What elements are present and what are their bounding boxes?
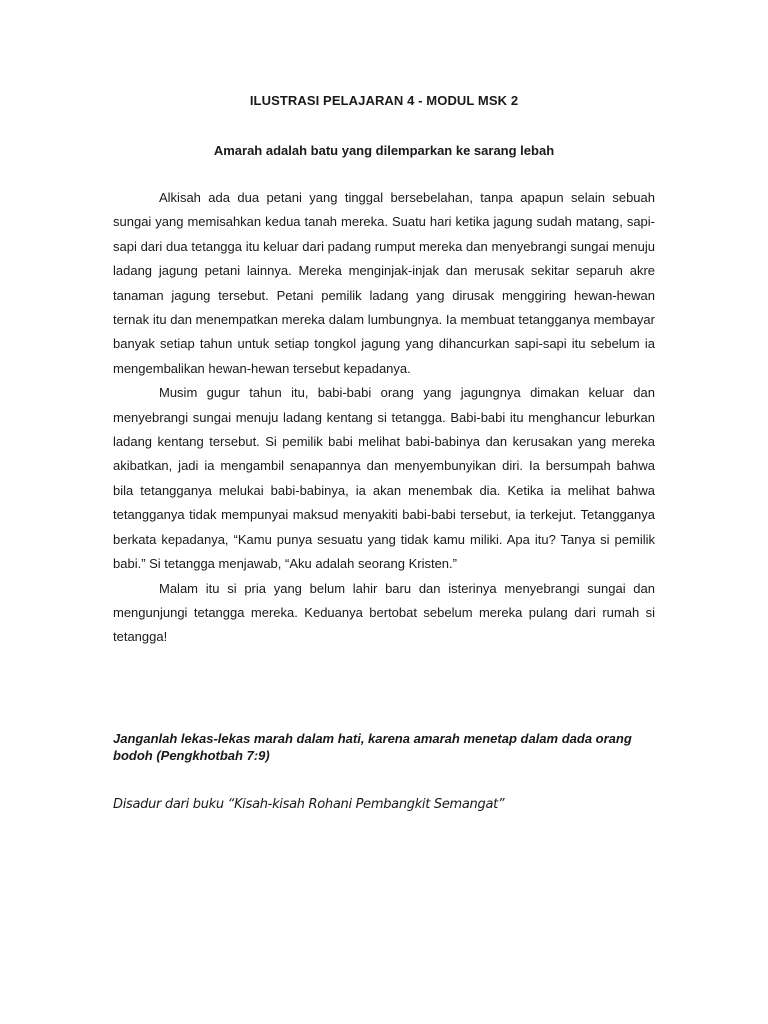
bible-verse: Janganlah lekas-lekas marah dalam hati, karena amarah menetap dalam dada orang bodoh (Pengkhotbah 7:9) <box>113 731 632 763</box>
story-body <box>113 186 655 650</box>
story-paragraph: Alkisah ada dua petani yang tinggal bersebelahan, tanpa apapun selain sebuah sungai yang memisahkan kedua tanah mereka. Suatu hari ketika jagung sudah matang, sapi-sapi dari dua tetangga itu keluar dari padang rumput mereka dan menyebrangi sungai menuju ladang jagung petani lainnya. Mereka menginjak-injak dan merusak sekitar separuh akre tanaman jagung tersebut. Petani pemilik ladang yang dirusak menggiring hewan-hewan ternak itu dan menempatkan mereka dalam lumbungnya. Ia membuat tetangganya membayar banyak setiap tahun untuk setiap tongkol jagung yang dihancurkan sapi-sapi itu sebelum ia mengembalikan hewan-hewan tersebut kepadanya. <box>113 190 655 376</box>
source-note: Disadur dari buku “Kisah-kisah Rohani Pembangkit Semangat” <box>113 797 505 812</box>
page-subtitle: Amarah adalah batu yang dilemparkan ke sarang lebah <box>213 143 555 158</box>
page-title: ILUSTRASI PELAJARAN 4 - MODUL MSK 2 <box>249 93 519 108</box>
story-paragraph: Musim gugur tahun itu, babi-babi orang yang jagungnya dimakan keluar dan menyebrangi sungai menuju ladang kentang si tetangga. Babi-babi itu menghancur leburkan ladang kentang tersebut. Si pemilik babi melihat babi-babinya dan kerusakan yang mereka akibatkan, jadi ia mengambil senapannya dan menyembunyikan diri. Ia bersumpah bahwa bila tetangganya melukai babi-babinya, ia akan menembak dia. Ketika ia melihat bahwa tetangganya tidak mempunyai maksud menyakiti babi-babi tersebut, ia terkejut. Tetangganya berkata kepadanya, “Kamu punya sesuatu yang tidak kamu miliki. Apa itu? Tanya si pemilik babi.” Si tetangga menjawab, “Aku adalah seorang Kristen.” <box>113 385 655 572</box>
story-paragraph: Malam itu si pria yang belum lahir baru dan isterinya menyebrangi sungai dan mengunjungi tetangga mereka. Keduanya bertobat sebelum mereka pulang dari rumah si tetangga! <box>113 580 655 645</box>
